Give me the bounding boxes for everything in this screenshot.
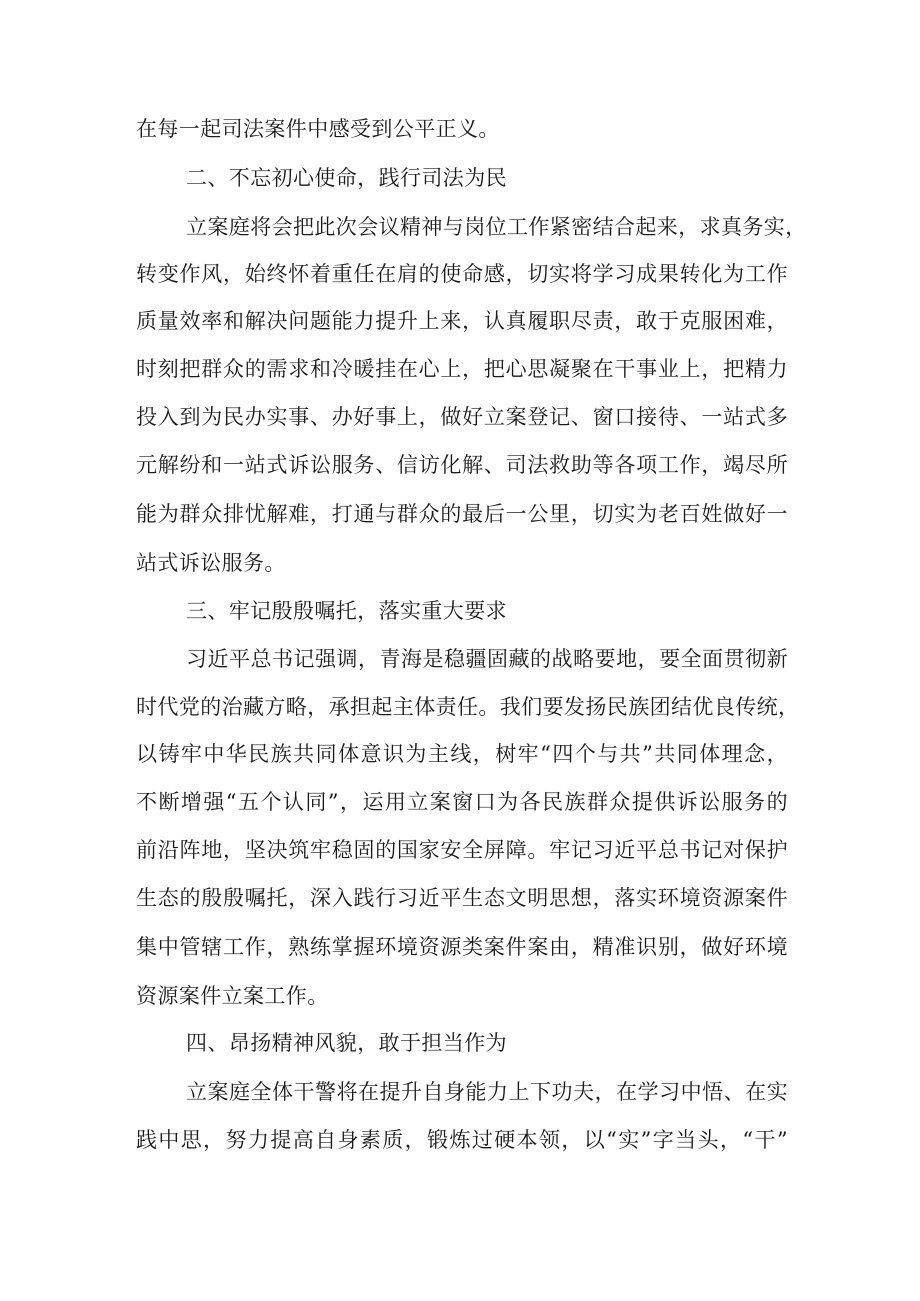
text-line: 不断增强“五个认同”，运用立案窗口为各民族群众提供诉讼服务的: [136, 790, 788, 814]
text-line: 习近平总书记强调，青海是稳疆固藏的战略要地，要全面贯彻新: [186, 647, 788, 671]
text-line: 站式诉讼服务。: [136, 551, 286, 575]
text-line: 资源案件立案工作。: [136, 984, 329, 1008]
text-line: 投入到为民办实事、办好事上，做好立案登记、窗口接待、一站式多: [136, 405, 788, 429]
text-line: 在每一起司法案件中感受到公平正义。: [136, 117, 500, 141]
text-line: 元解纷和一站式诉讼服务、信访化解、司法救助等各项工作，竭尽所: [136, 453, 788, 477]
text-line: 前沿阵地，坚决筑牢稳固的国家安全屏障。牢记习近平总书记对保护: [136, 838, 788, 862]
text-line: 践中思，努力提高自身素质，锻炼过硬本领，以“实”字当头，“干”: [136, 1128, 788, 1152]
section-heading-3: 三、牢记殷殷嘱托，落实重大要求: [186, 599, 507, 623]
section-heading-2: 二、不忘初心使命，践行司法为民: [186, 166, 507, 190]
text-line: 能为群众排忧解难，打通与群众的最后一公里，切实为老百姓做好一: [136, 502, 788, 526]
text-line: 时刻把群众的需求和冷暖挂在心上，把心思凝聚在干事业上，把精力: [136, 357, 788, 381]
text-line: 生态的殷殷嘱托，深入践行习近平生态文明思想，落实环境资源案件: [136, 886, 788, 910]
text-line: 时代党的治藏方略，承担起主体责任。我们要发扬民族团结优良传统，: [136, 695, 800, 719]
text-line: 集中管辖工作，熟练掌握环境资源类案件案由，精准识别，做好环境: [136, 935, 788, 959]
text-line: 转变作风，始终怀着重任在肩的使命感，切实将学习成果转化为工作: [136, 262, 788, 286]
section-heading-4: 四、昂扬精神风貌，敢于担当作为: [186, 1031, 507, 1055]
text-line: 立案庭全体干警将在提升自身能力上下功夫，在学习中悟、在实: [186, 1080, 788, 1104]
text-line: 立案庭将会把此次会议精神与岗位工作紧密结合起来，求真务实，: [186, 215, 807, 239]
text-line: 质量效率和解决问题能力提升上来，认真履职尽责，敢于克服困难，: [136, 309, 788, 333]
text-line: 以铸牢中华民族共同体意识为主线，树牢“四个与共”共同体理念，: [136, 742, 788, 766]
